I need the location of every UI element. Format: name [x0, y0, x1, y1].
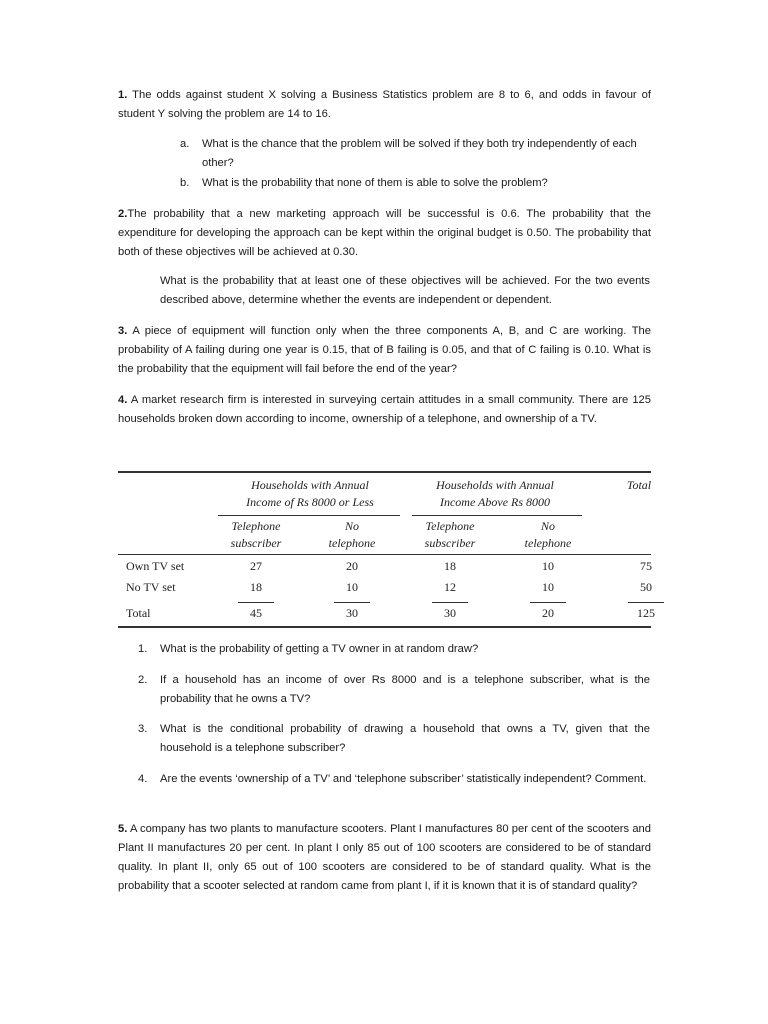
question-2	[118, 205, 651, 262]
table-cell: 18	[444, 559, 456, 573]
question-4-number: 4.	[118, 394, 128, 406]
question-2-text: The probability that a new marketing approach will be successful is 0.6. The probability that the expenditure for developing the approach can be kept within the original budget is 0.50. The probability that both of these objectives will be achieved at 0.30.	[118, 208, 651, 258]
item-text: What is the conditional probability of drawing a household that owns a TV, given that the household is a telephone subscriber?	[160, 723, 650, 754]
subheader-no-telephone-low	[314, 518, 390, 552]
question-4-item-4	[138, 770, 650, 789]
group-header-low-income	[220, 477, 400, 511]
item-marker: 4.	[138, 773, 148, 785]
table-cell: 45	[250, 606, 262, 620]
subheader-no-telephone-low-line1: No	[344, 519, 359, 533]
table-cell: 50	[640, 580, 652, 594]
item-marker: 1.	[138, 643, 148, 655]
table-cell: 10	[542, 580, 554, 594]
table-cell: 18	[250, 580, 262, 594]
subheader-telephone-high-line2: subscriber	[424, 536, 476, 550]
question-4-item-1	[138, 640, 650, 659]
table-cell: 10	[542, 559, 554, 573]
table-top-rule	[118, 471, 651, 473]
question-4-text: A market research firm is interested in surveying certain attitudes in a small community. There are 125 households broken down according to income, ownership of a telephone, and ownership of a TV.	[118, 394, 651, 425]
table-cell: 10	[346, 580, 358, 594]
question-2-followup: What is the probability that at least one of these objectives will be achieved. For the two events described above, determine whether the events are independent or dependent.	[160, 275, 650, 306]
group-high-underline	[412, 515, 582, 516]
row-label-own-tv: Own TV set	[126, 559, 185, 573]
header-bottom-rule	[118, 554, 651, 555]
question-1-part-a	[180, 135, 650, 173]
row-label-total: Total	[126, 606, 151, 620]
item-text: If a household has an income of over Rs 8000 and is a telephone subscriber, what is the probability that he owns a TV?	[160, 674, 650, 705]
group-low-underline	[218, 515, 400, 516]
subheader-no-telephone-high-line1: No	[540, 519, 555, 533]
part-a-text: What is the chance that the problem will be solved if they both try independently of each other?	[202, 138, 637, 169]
total-rule	[334, 602, 370, 603]
total-header: Total	[626, 478, 652, 492]
table-cell: 75	[640, 559, 652, 573]
question-3-number: 3.	[118, 325, 128, 337]
question-4-item-2	[138, 671, 650, 709]
subheader-telephone-low	[218, 518, 294, 552]
total-rule	[238, 602, 274, 603]
item-text: Are the events ‘ownership of a TV’ and ‘telephone subscriber’ statistically independent? Comment.	[160, 773, 647, 785]
item-marker: 2.	[138, 674, 148, 686]
question-4	[118, 391, 651, 429]
question-5-text: A company has two plants to manufacture scooters. Plant I manufactures 80 per cent of the scooters and Plant II manufactures 20 per cent. In plant I only 85 out of 100 scooters are considered to be of standard quality. In plant II, only 65 out of 100 scooters are considered to be of standard quality. What is the probability that a scooter selected at random came from plant I, if it is known that it is of standard quality?	[118, 823, 651, 892]
part-a-marker: a.	[180, 138, 190, 150]
question-5-number: 5.	[118, 823, 128, 835]
subheader-telephone-low-line1: Telephone	[231, 519, 281, 533]
total-rule	[530, 602, 566, 603]
table-cell: 125	[637, 606, 655, 620]
table-cell: 30	[444, 606, 456, 620]
item-marker: 3.	[138, 723, 148, 735]
table-cell: 12	[444, 580, 456, 594]
table-cell: 20	[542, 606, 554, 620]
question-1	[118, 86, 651, 124]
group-header-high-line2: Income Above Rs 8000	[439, 495, 551, 509]
subheader-telephone-low-line2: subscriber	[230, 536, 282, 550]
question-3	[118, 322, 651, 379]
group-header-high-line1: Households with Annual	[436, 478, 554, 492]
row-label-no-tv: No TV set	[126, 580, 176, 594]
question-1-part-b	[180, 174, 650, 193]
question-3-text: A piece of equipment will function only when the three components A, B, and C are working. The probability of A failing during one year is 0.15, that of B failing is 0.05, and that of C failing is 0.10. What is the probability that the equipment will fail before the end of the year?	[118, 325, 651, 375]
subheader-telephone-high-line1: Telephone	[425, 519, 475, 533]
table-bottom-rule	[118, 626, 651, 628]
question-1-text: The odds against student X solving a Business Statistics problem are 8 to 6, and odds in favour of student Y solving the problem are 14 to 16.	[118, 89, 651, 120]
subheader-no-telephone-low-line2: telephone	[328, 536, 376, 550]
question-4-item-3	[138, 720, 650, 758]
item-text: What is the probability of getting a TV owner in at random draw?	[160, 643, 479, 655]
part-b-marker: b.	[180, 177, 190, 189]
total-rule	[432, 602, 468, 603]
subheader-no-telephone-high-line2: telephone	[524, 536, 572, 550]
group-header-low-line1: Households with Annual	[251, 478, 369, 492]
total-rule	[628, 602, 664, 603]
question-2-number: 2.	[118, 208, 128, 220]
table-cell: 27	[250, 559, 262, 573]
subheader-telephone-high	[412, 518, 488, 552]
question-1-number: 1.	[118, 89, 128, 101]
table-cell: 30	[346, 606, 358, 620]
group-header-low-line2: Income of Rs 8000 or Less	[246, 495, 374, 509]
part-b-text: What is the probability that none of them is able to solve the problem?	[202, 177, 548, 189]
households-table	[118, 471, 655, 628]
group-header-high-income	[410, 477, 580, 511]
subheader-no-telephone-high	[510, 518, 586, 552]
question-5	[118, 820, 651, 896]
table-cell: 20	[346, 559, 358, 573]
